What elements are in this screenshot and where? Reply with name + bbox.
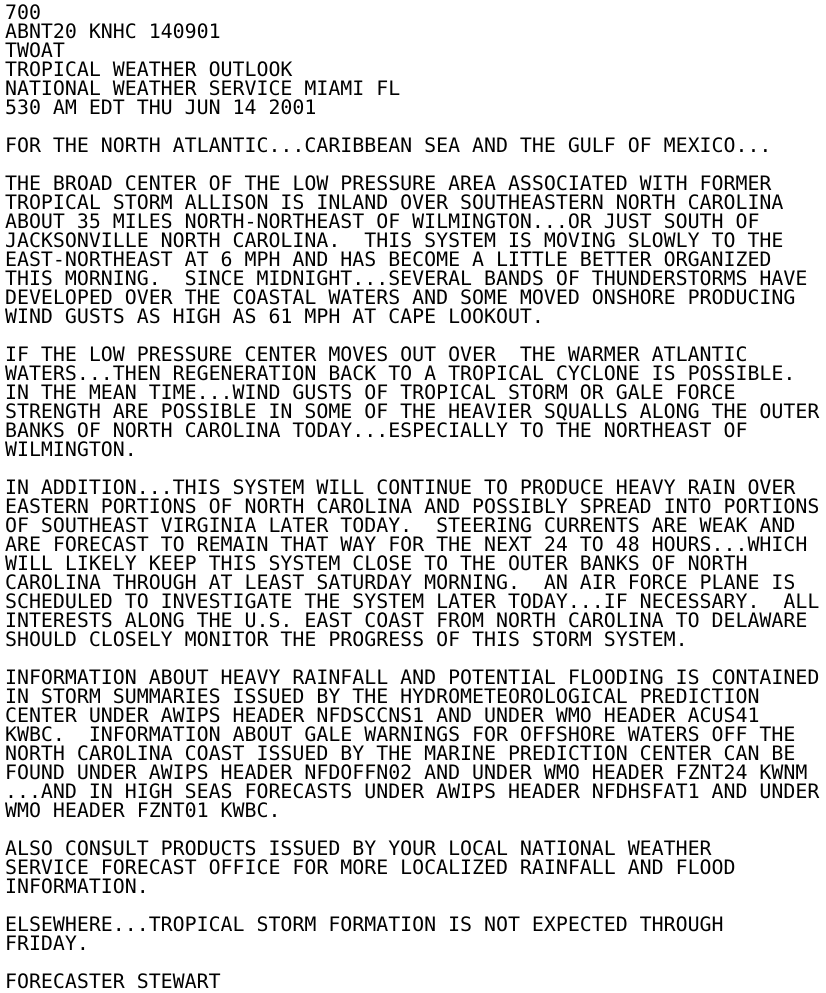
paragraph-line: THE BROAD CENTER OF THE LOW PRESSURE AREA ASSOCIATED WITH FORMER (5, 172, 772, 195)
paragraph-line: TROPICAL STORM ALLISON IS INLAND OVER SOUTHEASTERN NORTH CAROLINA (5, 191, 784, 214)
intro-line: FOR THE NORTH ATLANTIC...CARIBBEAN SEA AND THE GULF OF MEXICO... (5, 134, 772, 157)
paragraph-line: DEVELOPED OVER THE COASTAL WATERS AND SOME MOVED ONSHORE PRODUCING (5, 286, 796, 309)
paragraph-line: SCHEDULED TO INVESTIGATE THE SYSTEM LATER TODAY...IF NECESSARY. ALL (5, 590, 820, 613)
paragraph-line: IF THE LOW PRESSURE CENTER MOVES OUT OVER THE WARMER ATLANTIC (5, 343, 748, 366)
paragraph-line: FOUND UNDER AWIPS HEADER NFDOFFN02 AND UNDER WMO HEADER FZNT24 KWNM (5, 761, 808, 784)
paragraph-line: WILMINGTON. (5, 438, 137, 461)
paragraph-line: KWBC. INFORMATION ABOUT GALE WARNINGS FOR OFFSHORE WATERS OFF THE (5, 723, 796, 746)
paragraph-line: CAROLINA THROUGH AT LEAST SATURDAY MORNING. AN AIR FORCE PLANE IS (5, 571, 796, 594)
paragraph-line: SHOULD CLOSELY MONITOR THE PROGRESS OF THIS STORM SYSTEM. (5, 628, 688, 651)
paragraph-line: ELSEWHERE...TROPICAL STORM FORMATION IS NOT EXPECTED THROUGH (5, 913, 724, 936)
paragraph-line: WIND GUSTS AS HIGH AS 61 MPH AT CAPE LOOKOUT. (5, 305, 544, 328)
paragraph-line: NORTH CAROLINA COAST ISSUED BY THE MARINE PREDICTION CENTER CAN BE (5, 742, 796, 765)
paragraph-line: WILL LIKELY KEEP THIS SYSTEM CLOSE TO THE OUTER BANKS OF NORTH (5, 552, 748, 575)
paragraph-line: ABOUT 35 MILES NORTH-NORTHEAST OF WILMINGTON...OR JUST SOUTH OF (5, 210, 760, 233)
awips-header: ABNT20 KNHC 140901 (5, 20, 221, 43)
paragraph-line: IN STORM SUMMARIES ISSUED BY THE HYDROMETEOROLOGICAL PREDICTION (5, 685, 760, 708)
paragraph-line: INFORMATION ABOUT HEAVY RAINFALL AND POTENTIAL FLOODING IS CONTAINED (5, 666, 820, 689)
paragraph-line: THIS MORNING. SINCE MIDNIGHT...SEVERAL BANDS OF THUNDERSTORMS HAVE (5, 267, 808, 290)
product-id: TWOAT (5, 39, 65, 62)
paragraph-line: EAST-NORTHEAST AT 6 MPH AND HAS BECOME A LITTLE BETTER ORGANIZED (5, 248, 772, 271)
paragraph-line: OF SOUTHEAST VIRGINIA LATER TODAY. STEERING CURRENTS ARE WEAK AND (5, 514, 796, 537)
paragraph-line: JACKSONVILLE NORTH CAROLINA. THIS SYSTEM IS MOVING SLOWLY TO THE (5, 229, 784, 252)
paragraph-line: ALSO CONSULT PRODUCTS ISSUED BY YOUR LOCAL NATIONAL WEATHER (5, 837, 712, 860)
paragraph-line: INTERESTS ALONG THE U.S. EAST COAST FROM NORTH CAROLINA TO DELAWARE (5, 609, 808, 632)
paragraph-line: INFORMATION. (5, 875, 149, 898)
product-code: 700 (5, 1, 41, 24)
paragraph-line: ...AND IN HIGH SEAS FORECASTS UNDER AWIPS HEADER NFDHSFAT1 AND UNDER (5, 780, 820, 803)
paragraph-line: WMO HEADER FZNT01 KWBC. (5, 799, 281, 822)
paragraph-line: IN ADDITION...THIS SYSTEM WILL CONTINUE TO PRODUCE HEAVY RAIN OVER (5, 476, 796, 499)
paragraph-line: IN THE MEAN TIME...WIND GUSTS OF TROPICAL STORM OR GALE FORCE (5, 381, 736, 404)
paragraph-line: STRENGTH ARE POSSIBLE IN SOME OF THE HEAVIER SQUALLS ALONG THE OUTER (5, 400, 820, 423)
issue-time: 530 AM EDT THU JUN 14 2001 (5, 96, 317, 119)
document-title: TROPICAL WEATHER OUTLOOK (5, 58, 293, 81)
paragraph-line: EASTERN PORTIONS OF NORTH CAROLINA AND POSSIBLY SPREAD INTO PORTIONS (5, 495, 820, 518)
paragraph-line: CENTER UNDER AWIPS HEADER NFDSCCNS1 AND UNDER WMO HEADER ACUS41 (5, 704, 760, 727)
forecaster-signature: FORECASTER STEWART (5, 970, 221, 993)
paragraph-line: SERVICE FORECAST OFFICE FOR MORE LOCALIZED RAINFALL AND FLOOD (5, 856, 736, 879)
paragraph-line: WATERS...THEN REGENERATION BACK TO A TROPICAL CYCLONE IS POSSIBLE. (5, 362, 796, 385)
paragraph-line: FRIDAY. (5, 932, 89, 955)
issuing-office: NATIONAL WEATHER SERVICE MIAMI FL (5, 77, 401, 100)
paragraph-line: ARE FORECAST TO REMAIN THAT WAY FOR THE NEXT 24 TO 48 HOURS...WHICH (5, 533, 808, 556)
paragraph-line: BANKS OF NORTH CAROLINA TODAY...ESPECIALLY TO THE NORTHEAST OF (5, 419, 748, 442)
